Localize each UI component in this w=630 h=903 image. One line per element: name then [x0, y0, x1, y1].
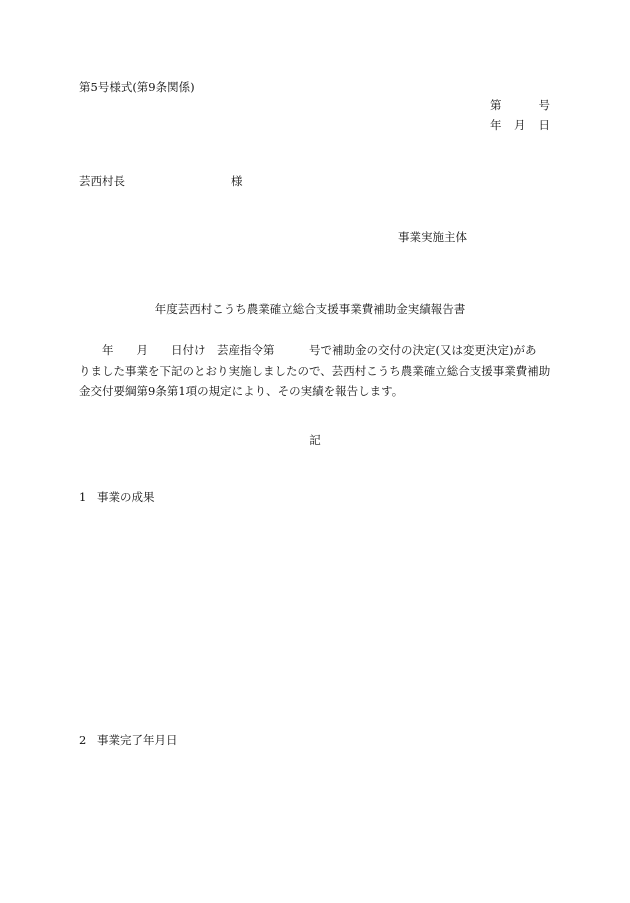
addressee-name: 芸西村長 — [79, 174, 125, 188]
body-line: りました事業を下記のとおり実施しましたので、芸西村こうち農業確立総合支援事業費補助 — [79, 363, 551, 378]
date-year: 年 — [490, 118, 502, 132]
section-label: 事業の成果 — [97, 490, 155, 504]
form-number: 第5号様式(第9条関係) — [79, 80, 195, 94]
section-number: 2 — [79, 733, 87, 747]
body-paragraph — [79, 340, 551, 402]
document-number-prefix: 第 — [490, 98, 502, 112]
section-number: 1 — [79, 490, 87, 504]
addressee-honorific: 様 — [231, 174, 243, 188]
report-title — [0, 304, 630, 316]
section-results — [79, 492, 155, 504]
section-label: 事業完了年月日 — [97, 733, 178, 747]
date-day: 日 — [538, 118, 550, 132]
document-number-suffix: 号 — [538, 98, 550, 112]
date-month: 月 — [514, 118, 526, 132]
body-line: 年 月 日付け 芸産指令第 号で補助金の交付の決定(又は変更決定)があ — [79, 343, 537, 357]
section-completion-date — [79, 735, 178, 747]
body-line: 金交付要綱第9条第1項の規定により、その実績を報告します。 — [79, 384, 404, 398]
report-title-text: 年度芸西村こうち農業確立総合支援事業費補助金実績報告書 — [154, 302, 466, 316]
ki-heading: 記 — [309, 433, 321, 447]
implementing-body-label: 事業実施主体 — [398, 230, 467, 244]
